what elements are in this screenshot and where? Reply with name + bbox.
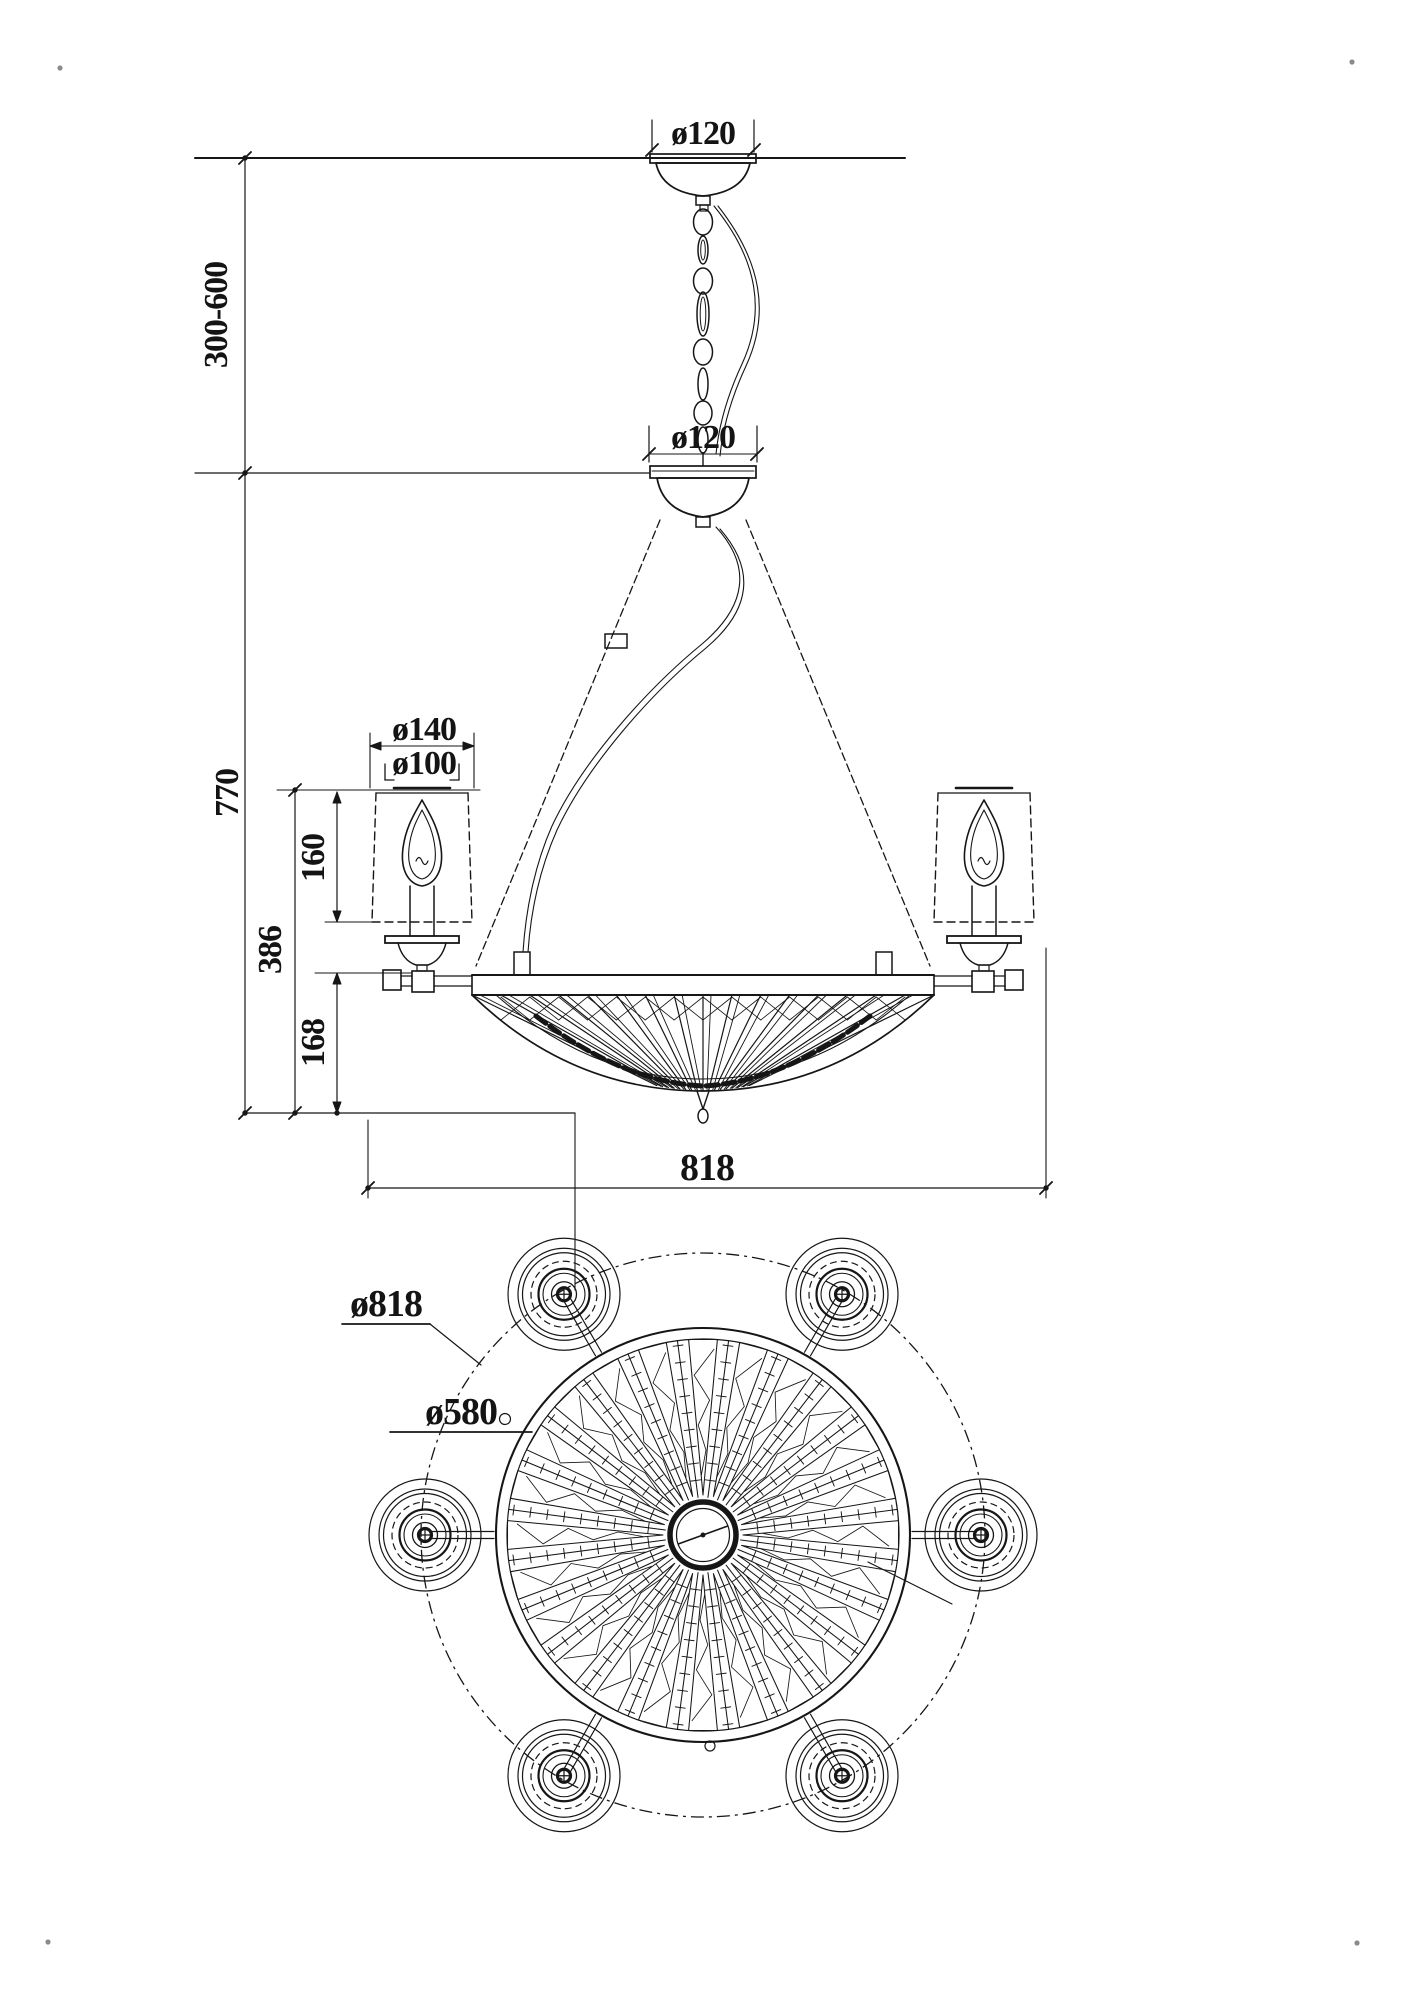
dim-plan-ring-diameter: ø580 <box>425 1391 497 1433</box>
side-view-linework <box>195 120 1052 1290</box>
dim-shade-to-tip: 386 <box>252 926 289 974</box>
dim-shade-outer-diameter: ø140 <box>392 711 456 748</box>
dim-canopy-top-diameter: ø120 <box>671 115 735 152</box>
plan-view-linework <box>342 1238 1037 1832</box>
dim-canopy-mid-diameter: ø120 <box>671 419 735 456</box>
dim-bowl-height: 168 <box>295 1019 332 1067</box>
dim-plan-outer-diameter: ø818 <box>350 1283 422 1325</box>
dim-shade-inner-diameter: ø100 <box>392 745 456 782</box>
dim-overall-width: 818 <box>680 1147 734 1189</box>
dimension-labels <box>198 115 735 1433</box>
dim-chain-range: 300-600 <box>198 261 235 369</box>
dim-body-height: 770 <box>209 769 246 817</box>
dim-shade-height: 160 <box>295 834 332 882</box>
